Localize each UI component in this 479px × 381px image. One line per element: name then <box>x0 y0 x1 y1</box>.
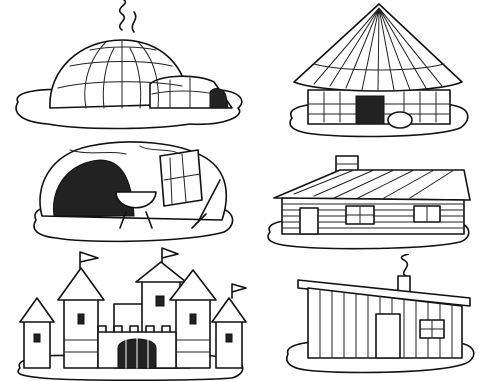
igloo-drawing <box>10 0 250 140</box>
cave-drawing <box>30 136 240 246</box>
castle-icon <box>14 244 254 381</box>
castle-drawing <box>14 244 254 381</box>
wooden-shack-icon <box>284 254 478 378</box>
log-cabin-drawing <box>264 150 476 250</box>
cave-dwelling-icon <box>30 136 240 246</box>
thatched-hut-icon <box>284 0 474 140</box>
wooden-shack-drawing <box>284 254 478 378</box>
log-cabin-icon <box>264 150 476 250</box>
thatched-hut-drawing <box>284 0 474 140</box>
igloo-icon <box>10 0 250 140</box>
